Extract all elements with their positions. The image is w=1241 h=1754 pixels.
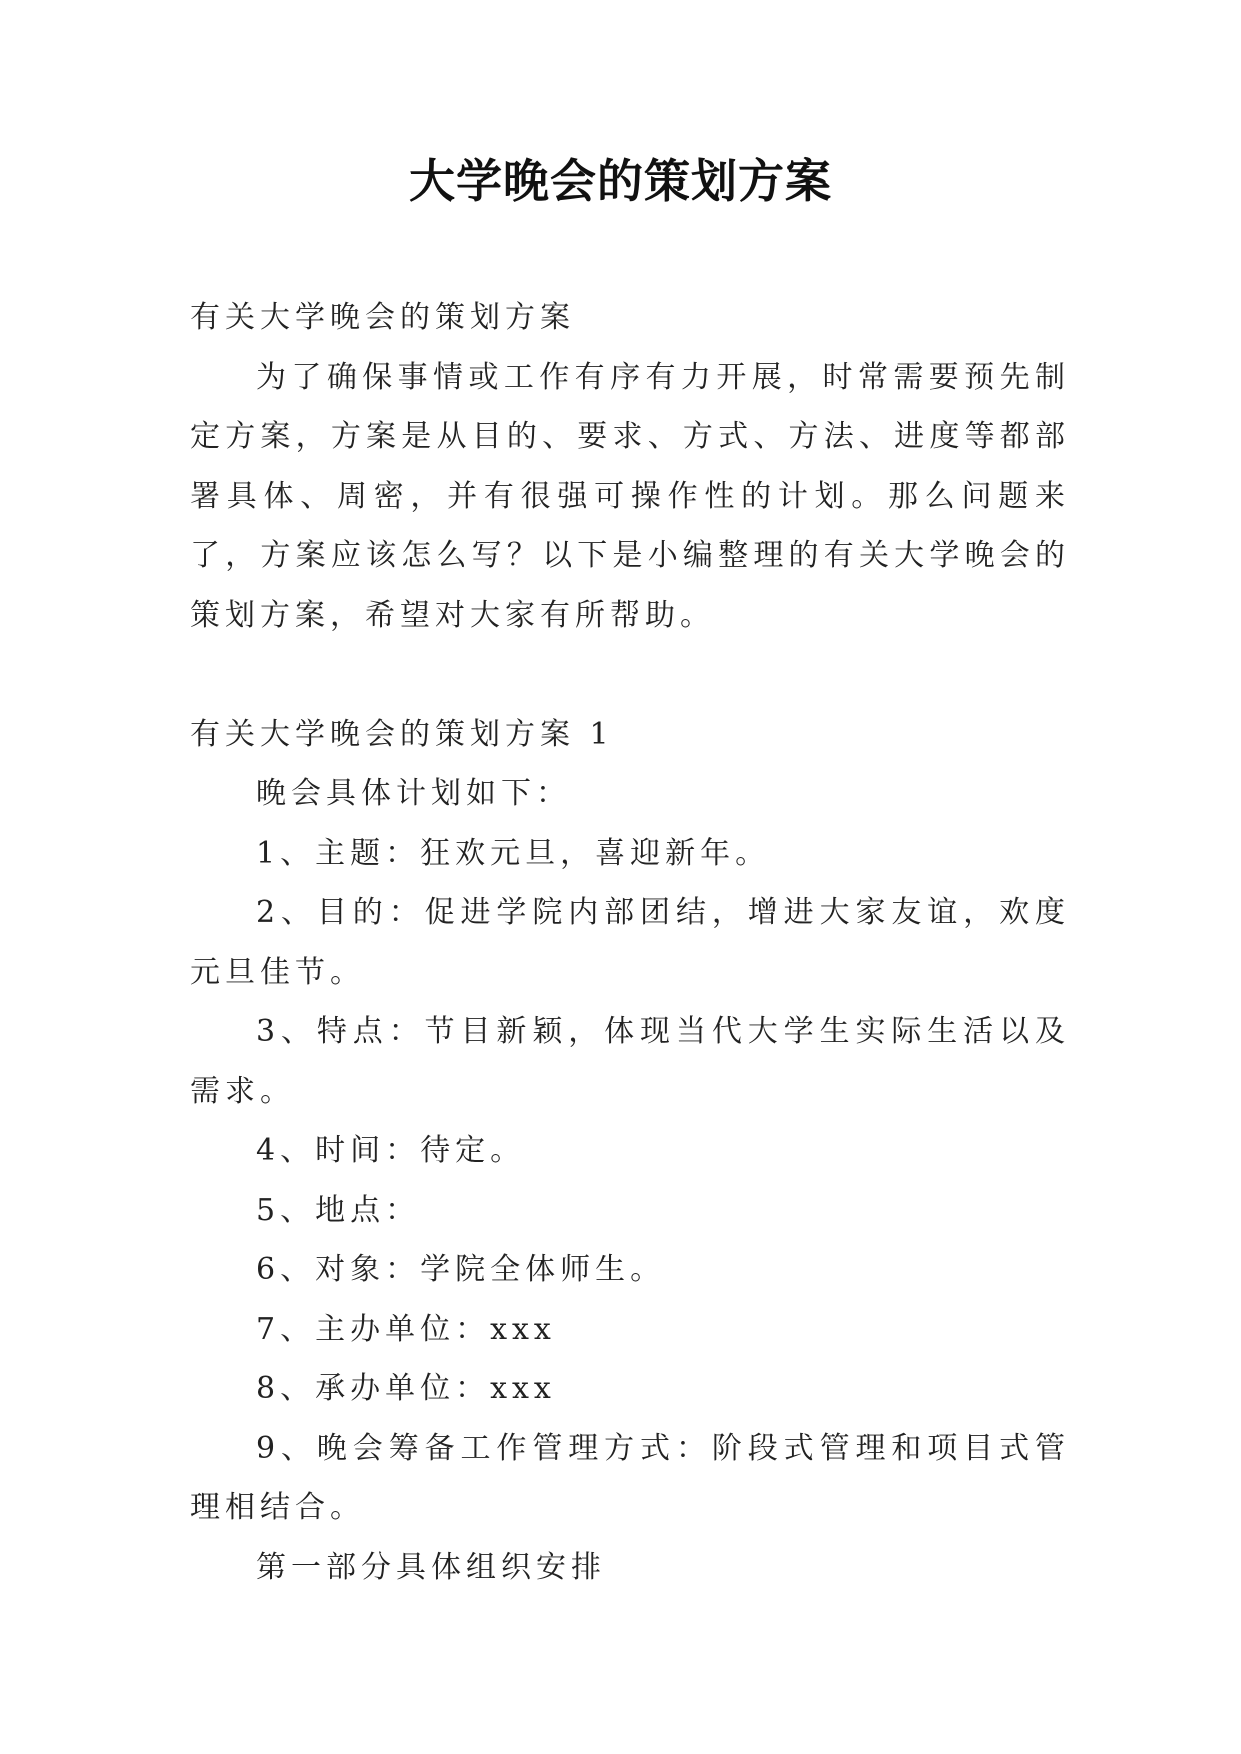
part-one-heading: 第一部分具体组织安排 [256, 1549, 606, 1585]
intro-paragraph: 为了确保事情或工作有序有力开展，时常需要预先制定方案，方案是从目的、要求、方式、方法、进度等都部署具体、周密，并有很强可操作性的计划。那么问题来了，方案应该怎么写？以下是小编整理的有关大学晚会的策划方案，希望对大家有所帮助。 [190, 359, 1070, 633]
plan-item-theme: 1、主题：狂欢元旦，喜迎新年。 [256, 835, 771, 871]
plan-item-time: 4、时间：待定。 [256, 1133, 526, 1168]
plan-item-management: 9、晚会筹备工作管理方式：阶段式管理和项目式管理相结合。 [190, 1430, 1070, 1525]
plan-item-organizer: 8、承办单位：xxx [256, 1371, 556, 1406]
plan-item-audience: 6、对象：学院全体师生。 [256, 1252, 666, 1287]
plan-item-location: 5、地点： [256, 1192, 421, 1228]
document-body [190, 288, 1070, 1597]
document-title: 大学晚会的策划方案 [409, 154, 832, 208]
section-heading: 有关大学晚会的策划方案 1 [190, 716, 614, 752]
plan-item-purpose: 2、目的：促进学院内部团结，增进大家友谊，欢度元旦佳节。 [190, 895, 1070, 990]
plan-item-features: 3、特点：节目新颖，体现当代大学生实际生活以及需求。 [190, 1014, 1070, 1109]
plan-intro: 晚会具体计划如下： [256, 776, 571, 811]
plan-item-host: 7、主办单位：xxx [256, 1311, 556, 1347]
intro-heading: 有关大学晚会的策划方案 [190, 300, 575, 335]
